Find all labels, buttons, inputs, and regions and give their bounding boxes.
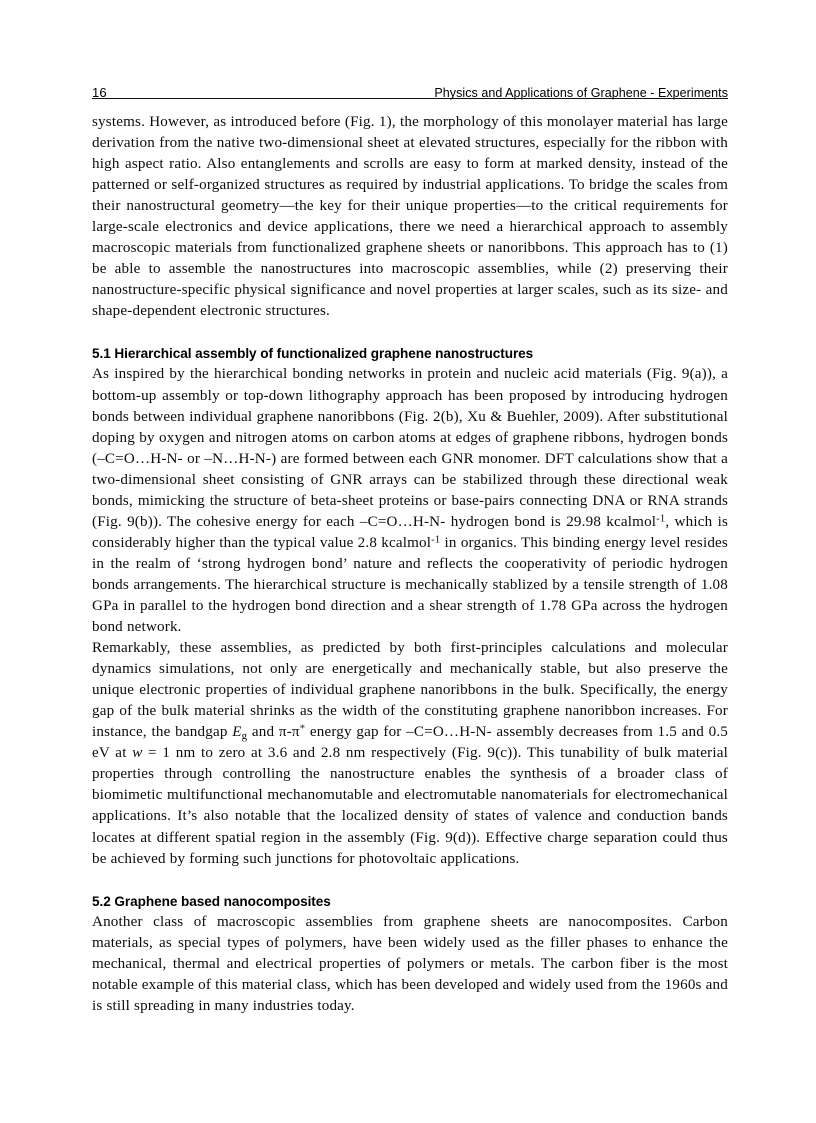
text-run: = 1 nm to zero at 3.6 and 2.8 nm respectively (Fig. 9(c)). This tunability of bulk material properties through controlling the nanostructure enables the synthesis of a broader class of biomimetic multifunctional mechanomutable and electromutable nanomaterials for electromechanical applications. It’s also notable that the localized density of states of valence and conduction bands locates at different spatial region in the assembly (Fig. 9(d)). Effective charge separation could thus be achieved by forming such junctions for photovoltaic applications. (92, 745, 728, 867)
section-heading-5-1: 5.1 Hierarchical assembly of functionalized graphene nanostructures (92, 346, 534, 362)
running-head (92, 76, 728, 100)
superscript-exponent: -1 (656, 513, 666, 525)
superscript-exponent: -1 (431, 534, 441, 546)
text-run: in organics. This binding energy level resides in the realm of ‘strong hydrogen bond’ nature and reflects the cooperativity of periodic hydrogen bonds arrangements. The hierarchical structure is mechanically stablized by a tensile strength of 1.08 GPa in parallel to the hydrogen bond direction and a shear strength of 1.78 GPa across the hydrogen bond network. (92, 534, 728, 636)
paragraph-nanocomposites: Another class of macroscopic assemblies from graphene sheets are nanocomposites. Carbon materials, as special types of polymers, have been widely used as the filler phases to enhance the mechanical, thermal and electrical properties of polymers or metals. The carbon fiber is the most notable example of this material class, which has been developed and widely used from the 1960s and is still spreading in many industries today. (92, 913, 728, 1014)
superscript-star: * (299, 723, 306, 735)
text-run: energy gap for –C=O…H-N- assembly decreases from 1.5 and 0.5 eV at (92, 724, 728, 762)
text-column (92, 112, 728, 1017)
spacer (92, 322, 728, 343)
text-run: and π-π (247, 724, 300, 741)
text-run: As inspired by the hierarchical bonding networks in protein and nucleic acid materials (Fig. 9(a)), a bottom-up assembly or top-down lithography approach has been proposed by introducing hydrogen bonds between individual graphene nanoribbons (Fig. 2(b), Xu & Buehler, 2009). After substitutional doping by oxygen and nitrogen atoms on carbon atoms at edges of graphene ribbons, hydrogen bonds (–C=O…H-N- or –N…H-N-) are formed between each GNR monomer. DFT calculations show that a two-dimensional sheet consisting of GNR arrays can be stabilized through these directional weak bonds, mimicking the structure of beta-sheet proteins or base-pairs connecting DNA or RNA strands (Fig. 9(b)). The cohesive energy for each –C=O…H-N- hydrogen bond is 29.98 kcalmol (92, 366, 728, 530)
section-heading-5-2: 5.2 Graphene based nanocomposites (92, 893, 331, 909)
text-run: Remarkably, these assemblies, as predicted by both first-principles calculations and molecular dynamics simulations, not only are energetically and mechanically stable, but also preserve the unique electronic properties of individual graphene nanoribbons in the bulk. Specifically, the energy gap of the bulk material shrinks as the width of the constituting graphene nanoribbon increases. For instance, the bandgap (92, 640, 728, 741)
subscript-g: g (241, 730, 248, 743)
spacer (92, 870, 728, 891)
book-title: Physics and Applications of Graphene - Experiments (434, 86, 728, 100)
paragraph-electronic-properties (92, 638, 728, 870)
text-run: , which is considerably higher than the typical value 2.8 kcalmol (92, 513, 728, 551)
variable-symbol-E: E (232, 724, 242, 741)
paragraph-intro: systems. However, as introduced before (Fig. 1), the morphology of this monolayer material has large derivation from the native two-dimensional sheet at elevated structures, especially for the ribbon with high aspect ratio. Also entanglements and scrolls are easy to form at marked density, instead of the patterned or self-organized structures as required by industrial applications. To bridge the scales from their nanostructural geometry—the key for their unique properties—to the critical requirements for large-scale electronics and device applications, there we need a hierarchical approach to assembly macroscopic materials from functionalized graphene sheets or nanoribbons. This approach has to (1) be able to assemble the nanostructures into macroscopic assemblies, while (2) preserving their nanostructure-specific physical significance and novel properties at larger scales, such as its size- and shape-dependent electronic structures. (92, 114, 728, 320)
page-number: 16 (92, 85, 107, 100)
variable-bandgap (232, 724, 248, 743)
header-divider (92, 98, 728, 99)
variable-symbol-w: w (132, 745, 143, 762)
paragraph-hierarchical-assembly (92, 364, 728, 638)
